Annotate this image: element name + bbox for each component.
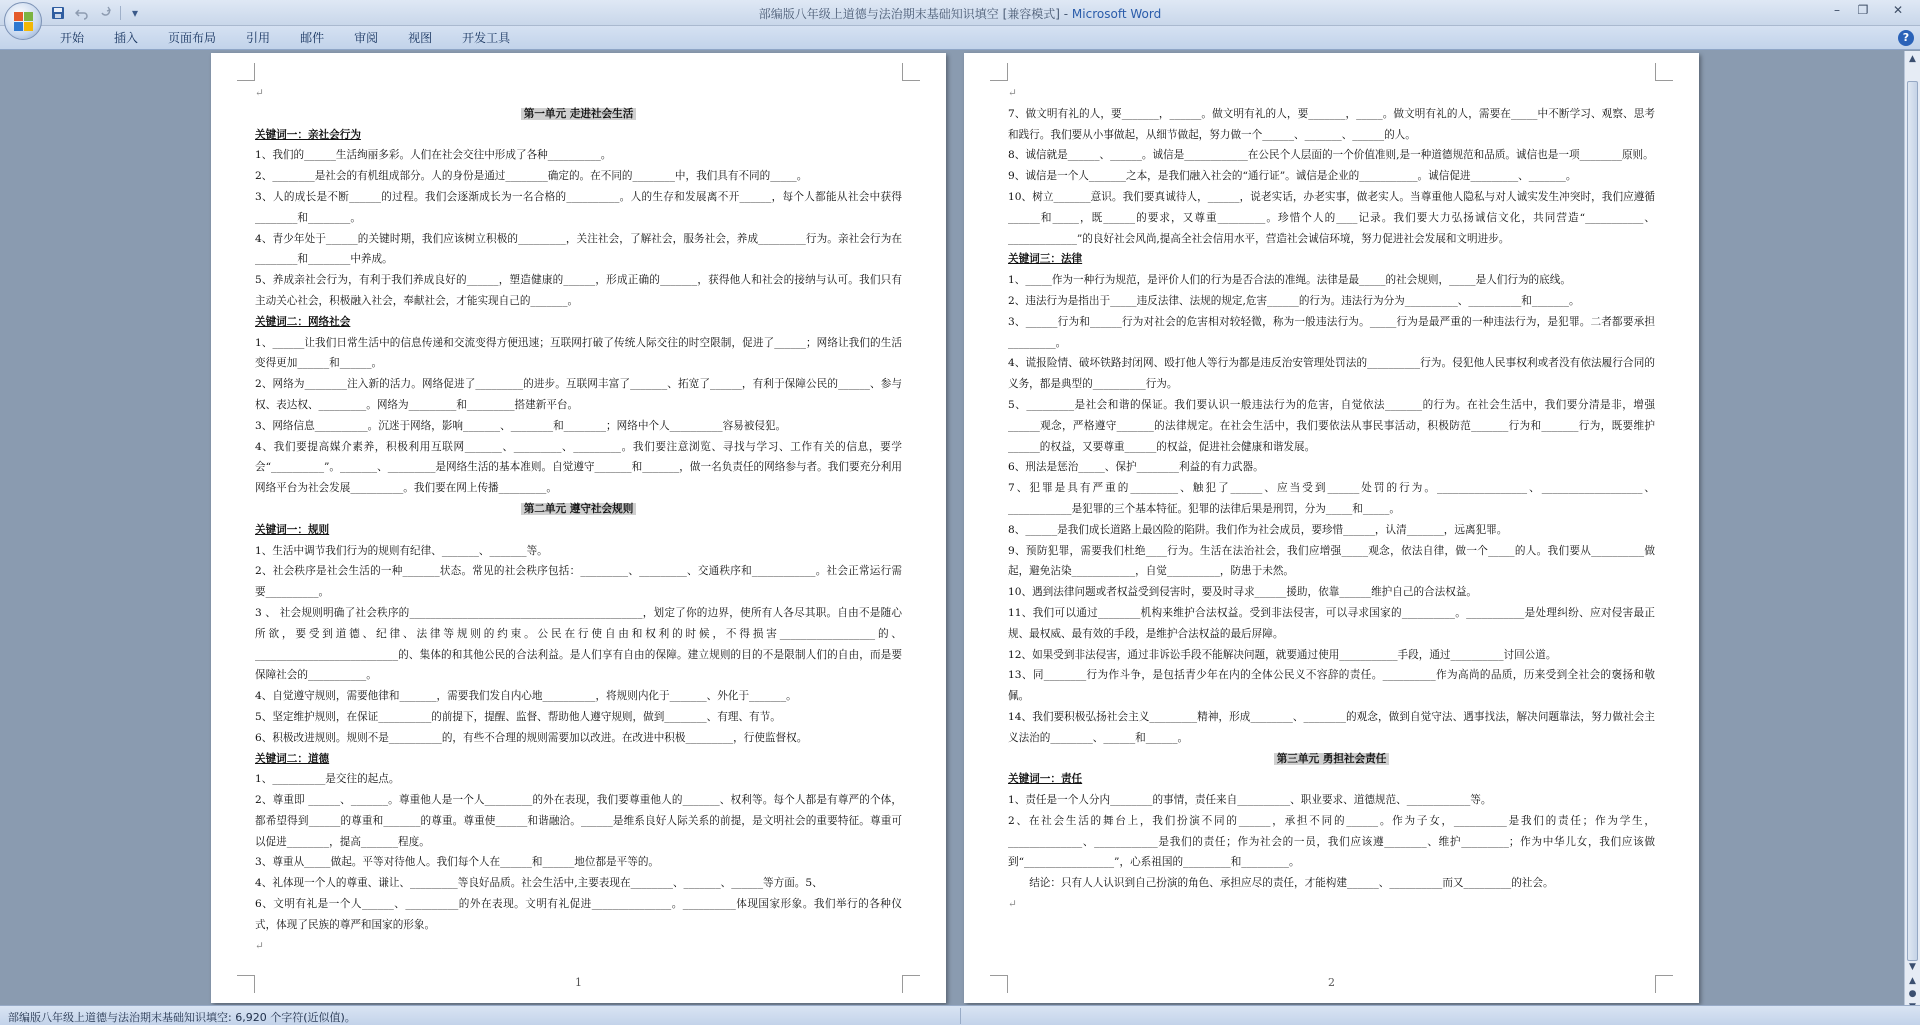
- fill-in-paragraph[interactable]: 1、我们的______生活绚丽多彩。人们在社会交往中形成了各种__________。: [255, 149, 612, 162]
- page-number: 2: [1328, 976, 1335, 989]
- fill-in-paragraph[interactable]: 2、尊重即 ______、_______。尊重他人是一个人_________的外在表现，我们要尊重他人的_______、权利等。每个人都是有尊严的个体，都希望得到______的尊重和_______的尊重。尊重使______和谐融洽。______是维系良好人际关系的前提，是文明社会的重要特征。尊重可以促进________，提高_______程度。: [255, 794, 902, 848]
- page-number: 1: [575, 976, 582, 989]
- customize-toolbar-icon[interactable]: ▾: [131, 6, 139, 20]
- fill-in-paragraph[interactable]: 6、刑法是惩治_____、保护________利益的有力武器。: [1008, 461, 1264, 474]
- status-divider: [960, 1008, 961, 1024]
- fill-in-paragraph[interactable]: 1、生活中调节我们行为的规则有纪律、_______、_______等。: [255, 544, 548, 557]
- previous-page-icon[interactable]: ▲: [1909, 976, 1916, 986]
- crop-mark: [902, 63, 920, 81]
- fill-in-paragraph[interactable]: 14、我们要积极弘扬社会主义_________精神，形成________、________的观念，做到自觉守法、遇事找法，解决问题靠法，努力做社会主义法治的________、______和______。: [1008, 710, 1655, 744]
- scroll-thumb[interactable]: [1907, 81, 1918, 961]
- keyword-heading[interactable]: 关键词二：道德: [255, 752, 330, 765]
- vertical-scrollbar[interactable]: [1904, 51, 1920, 1005]
- window-title: [0, 5, 1920, 22]
- fill-in-paragraph[interactable]: 10、遇到法律问题或者权益受到侵害时，要及时寻求______援助，依靠______维护自己的合法权益。: [1008, 586, 1478, 599]
- browse-object-icon[interactable]: ●: [1908, 989, 1917, 999]
- section-heading-text: 第一单元 走进社会生活: [521, 108, 637, 120]
- window-controls: [1824, 0, 1920, 20]
- empty-paragraph[interactable]: [255, 83, 902, 104]
- fill-in-paragraph[interactable]: 9、诚信是一个人_______之本，是我们融入社会的“通行证”。诚信是企业的___________。诚信促进_________、_______。: [1008, 170, 1577, 183]
- fill-in-paragraph[interactable]: 5、养成亲社会行为，有利于我们养成良好的______，塑造健康的______，形成正确的_______，获得他人和社会的接纳与认可。我们只有主动关心社会，积极融入社会，奉献社会，才能实现自己的_______。: [255, 274, 902, 307]
- fill-in-paragraph[interactable]: 1、_____作为一种行为规范，是评价人们的行为是否合法的准绳。法律是最_____的社会规则，_____是人们行为的底线。: [1008, 274, 1571, 287]
- section-heading[interactable]: [255, 499, 902, 520]
- minimize-icon[interactable]: –: [1834, 3, 1840, 17]
- fill-in-paragraph[interactable]: 6、文明有礼是一个人______、__________的外在表现。文明有礼促进_______________。__________体现国家形象。我们举行的各种仪式，体现了民族的尊严和国家的形象。: [255, 898, 902, 931]
- fill-in-paragraph[interactable]: 5、坚定维护规则，在保证__________的前提下，提醒、监督、帮助他人遵守规则，做到________、有理、有节。: [255, 710, 781, 723]
- ribbon: [0, 26, 1920, 50]
- fill-in-paragraph[interactable]: 8、诚信就是______、______。诚信是____________在公民个人层面的一个价值准则,是一种道德规范和品质。诚信也是一项________原则。: [1008, 149, 1654, 162]
- keyword-heading[interactable]: 关键词三：法律: [1008, 253, 1083, 266]
- section-heading[interactable]: [1008, 749, 1655, 770]
- fill-in-paragraph[interactable]: 3 、 社会规则明确了社会秩序的____________________________________________，划定了你的边界，使所有人各尽其职。自由不是随心所欲，要受到道德、纪律、法律等规则的约束。公民在行使自由和权利的时候，不得损害__________________的、___________________________的、集体的和其他公民的合法利益。是人们享有自由的保障。建立规则的目的不是限制人们的自由，而是要保障社会的___________。: [255, 606, 902, 682]
- empty-paragraph[interactable]: [1008, 83, 1655, 104]
- tab-review[interactable]: 审阅: [354, 31, 379, 45]
- tab-references[interactable]: 引用: [246, 31, 271, 45]
- document-area[interactable]: [0, 51, 1904, 1005]
- empty-paragraph[interactable]: [255, 936, 902, 957]
- fill-in-paragraph[interactable]: 3、人的成长是不断______的过程。我们会逐渐成长为一名合格的__________。人的生存和发展离不开______，每个人都能从社会中获得________和________。: [255, 190, 902, 224]
- page-1[interactable]: [211, 53, 946, 1003]
- section-heading-text: 第三单元 勇担社会责任: [1274, 753, 1390, 765]
- document-title: 部编版八年级上道德与法治期末基础知识填空 [兼容模式] -: [758, 7, 1072, 21]
- tab-view[interactable]: 视图: [408, 31, 433, 45]
- tab-mailings[interactable]: 邮件: [300, 31, 325, 45]
- keyword-heading[interactable]: 关键词一：责任: [1008, 773, 1083, 786]
- ribbon-tabs: [48, 29, 522, 47]
- crop-mark: [237, 63, 255, 81]
- tab-insert[interactable]: 插入: [114, 31, 139, 45]
- fill-in-paragraph[interactable]: 1、______让我们日常生活中的信息传递和交流变得方便迅速；互联网打破了传统人际交往的时空限制，促进了______；网络让我们的生活变得更加______和______。: [255, 336, 902, 370]
- page-1-content[interactable]: [255, 83, 902, 956]
- fill-in-paragraph[interactable]: 1、责任是一个人分内________的事情，责任来自__________、职业要求、道德规范、____________等。: [1008, 794, 1492, 807]
- tab-home[interactable]: 开始: [60, 31, 85, 45]
- fill-in-paragraph[interactable]: 6、积极改进规则。规则不是__________的，有些不合理的规则需要加以改进。在改进中积极_________，行使监督权。: [255, 731, 808, 744]
- fill-in-paragraph[interactable]: 4、青少年处于______的关键时期，我们应该树立积极的_________，关注社会，了解社会，服务社会，养成_________行为。亲社会行为在________和________中养成。: [255, 232, 902, 266]
- fill-in-paragraph[interactable]: 3、______行为和______行为对社会的危害相对较轻微，称为一般违法行为。_____行为是最严重的一种违法行为，是犯罪。二者都要承担_________。: [1008, 315, 1655, 349]
- fill-in-paragraph[interactable]: 5、_________是社会和谐的保证。我们要认识一般违法行为的危害，自觉依法_______的行为。在社会生活中，我们要分清是非，增强______观念，严格遵守_______的法律规定。在社会生活中，我们要依法从事民事活动，积极防范_______行为和_______行为，既要维护______的权益，又要尊重______的权益，促进社会健康和谐发展。: [1008, 398, 1655, 453]
- fill-in-paragraph[interactable]: 7、犯罪是具有严重的_________、触犯了______、应当受到______处罚的行为。_________________、___________________、____________是犯罪的三个基本特征。犯罪的法律后果是刑罚，分为_____和_____。: [1008, 482, 1655, 515]
- title-bar: [0, 0, 1920, 26]
- empty-paragraph[interactable]: [1008, 894, 1655, 915]
- crop-mark: [990, 63, 1008, 81]
- office-button[interactable]: [4, 2, 42, 40]
- fill-in-paragraph[interactable]: 4、礼体现一个人的尊重、谦让、_________等良好品质。社会生活中,主要表现在________、_______、______等方面。5、: [255, 877, 823, 890]
- fill-in-paragraph[interactable]: 12、如果受到非法侵害，通过非诉讼手段不能解决问题，就要通过使用___________手段，通过__________讨回公道。: [1008, 648, 1557, 661]
- fill-in-paragraph[interactable]: 9、预防犯罪，需要我们杜绝____行为。生活在法治社会，我们应增强_____观念，依法自律，做一个_____的人。我们要从__________做起，避免沾染____________，自觉__________，防患于未然。: [1008, 544, 1655, 578]
- close-icon[interactable]: ✕: [1892, 3, 1904, 17]
- keyword-heading[interactable]: 关键词一：亲社会行为: [255, 128, 361, 141]
- status-bar: [0, 1005, 1920, 1025]
- fill-in-paragraph[interactable]: 11、我们可以通过________机构来维护合法权益。受到非法侵害，可以寻求国家的__________。___________是处理纠纷、应对侵害最正规、最权威、最有效的手段，是维护合法权益的最后屏障。: [1008, 606, 1655, 640]
- fill-in-paragraph[interactable]: 2、________是社会的有机组成部分。人的身份是通过________确定的。在不同的________中，我们具有不同的_____。: [255, 170, 808, 183]
- fill-in-paragraph[interactable]: 13、同________行为作斗争，是包括青少年在内的全体公民义不容辞的责任。__________作为高尚的品质，历来受到全社会的褒扬和敬佩。: [1008, 669, 1655, 703]
- keyword-heading[interactable]: 关键词二：网络社会: [255, 315, 351, 328]
- page-2[interactable]: [964, 53, 1699, 1003]
- fill-in-paragraph[interactable]: 2、社会秩序是社会生活的一种_______状态。常见的社会秩序包括：_________、_________、交通秩序和____________。社会正常运行需要__________。: [255, 565, 902, 599]
- fill-in-paragraph[interactable]: 7、做文明有礼的人，要_______，______。做文明有礼的人，要_______，_____。做文明有礼的人，需要在_____中不断学习、观察、思考和践行。我们要从小事做起，从细节做起，努力做一个______、_______、______的人。: [1008, 107, 1655, 141]
- tab-developer[interactable]: 开发工具: [462, 31, 511, 45]
- app-name: Microsoft Word: [1071, 7, 1162, 21]
- fill-in-paragraph[interactable]: 4、谎报险情、破坏铁路封闭网、殴打他人等行为都是违反治安管理处罚法的__________行为。侵犯他人民事权利或者没有依法履行合同的义务，都是典型的__________行为。: [1008, 357, 1655, 391]
- page-2-content[interactable]: [1008, 83, 1655, 915]
- fill-in-paragraph[interactable]: 10、树立_______意识。我们要真诚待人，______，说老实话，办老实事，做老实人。当尊重他人隐私与对人诚实发生冲突时，我们应遵循______和_____，既______的要求，又尊重_________。珍惜个人的____记录。我们要大力弘扬诚信文化，共同营造“___________、_____________”的良好社会风尚,提高全社会信用水平，营造社会诚信环境，努力促进社会发展和文明进步。: [1008, 190, 1655, 245]
- help-icon[interactable]: ?: [1898, 30, 1914, 46]
- fill-in-paragraph[interactable]: 2、网络为________注入新的活力。网络促进了_________的进步。互联网丰富了_______、拓宽了______，有利于保障公民的______、参与权、表达权、_________。网络为_________和_________搭建新平台。: [255, 378, 902, 411]
- tab-page-layout[interactable]: 页面布局: [168, 31, 217, 45]
- office-logo-icon: [14, 12, 34, 32]
- fill-in-paragraph[interactable]: 2、在社会生活的舞台上，我们扮演不同的______，承担不同的______。作为子女，__________是我们的责任；作为学生，______________、____________是我们的责任；作为社会的一员，我们应该遵________、维护_________；作为中华儿女，我们应该做到“_________________”，心系祖国的_________和_________。: [1008, 814, 1655, 869]
- fill-in-paragraph[interactable]: 结论：只有人人认识到自己扮演的角色、承担应尽的责任，才能构建______、__________而又_________的社会。: [1029, 877, 1554, 890]
- restore-icon[interactable]: ❐: [1857, 3, 1869, 17]
- fill-in-paragraph[interactable]: 3、尊重从_____做起。平等对待他人。我们每个人在______和______地位都是平等的。: [255, 856, 660, 869]
- fill-in-paragraph[interactable]: 4、自觉遵守规则，需要他律和_______，需要我们发自内心地__________，将规则内化于_______、外化于_______。: [255, 690, 797, 703]
- scroll-up-icon[interactable]: ▲: [1909, 54, 1916, 64]
- section-heading[interactable]: [255, 104, 902, 125]
- status-text: 部编版八年级上道德与法治期末基础知识填空: 6,920 个字符(近似值)。: [8, 1011, 356, 1024]
- section-heading-text: 第二单元 遵守社会规则: [521, 503, 637, 515]
- fill-in-paragraph[interactable]: 8、______是我们成长道路上最凶险的陷阱。我们作为社会成员，要珍惜______，认清_______，远离犯罪。: [1008, 523, 1508, 536]
- fill-in-paragraph[interactable]: 4、我们要提高媒介素养，积极利用互联网_______、_________、_________。我们要注意浏览、寻找与学习、工作有关的信息，要学会“__________”。_______、_________是网络生活的基本准则。自觉遵守_______和_______，做一名负责任的网络参与者。我们要充分利用网络平台为社会发展__________。我们要在网上传播_________。: [255, 440, 902, 495]
- keyword-heading[interactable]: 关键词一：规则: [255, 523, 330, 536]
- fill-in-paragraph[interactable]: 1、__________是交往的起点。: [255, 773, 400, 786]
- fill-in-paragraph[interactable]: 3、网络信息__________。沉迷于网络，影响_______、________和________；网络中个人__________容易被侵犯。: [255, 419, 787, 432]
- fill-in-paragraph[interactable]: 2、违法行为是指出于_____违反法律、法规的规定,危害______的行为。违法行为分为__________、__________和_______。: [1008, 294, 1580, 307]
- scroll-down-icon[interactable]: ▼: [1909, 962, 1916, 972]
- crop-mark: [1655, 63, 1673, 81]
